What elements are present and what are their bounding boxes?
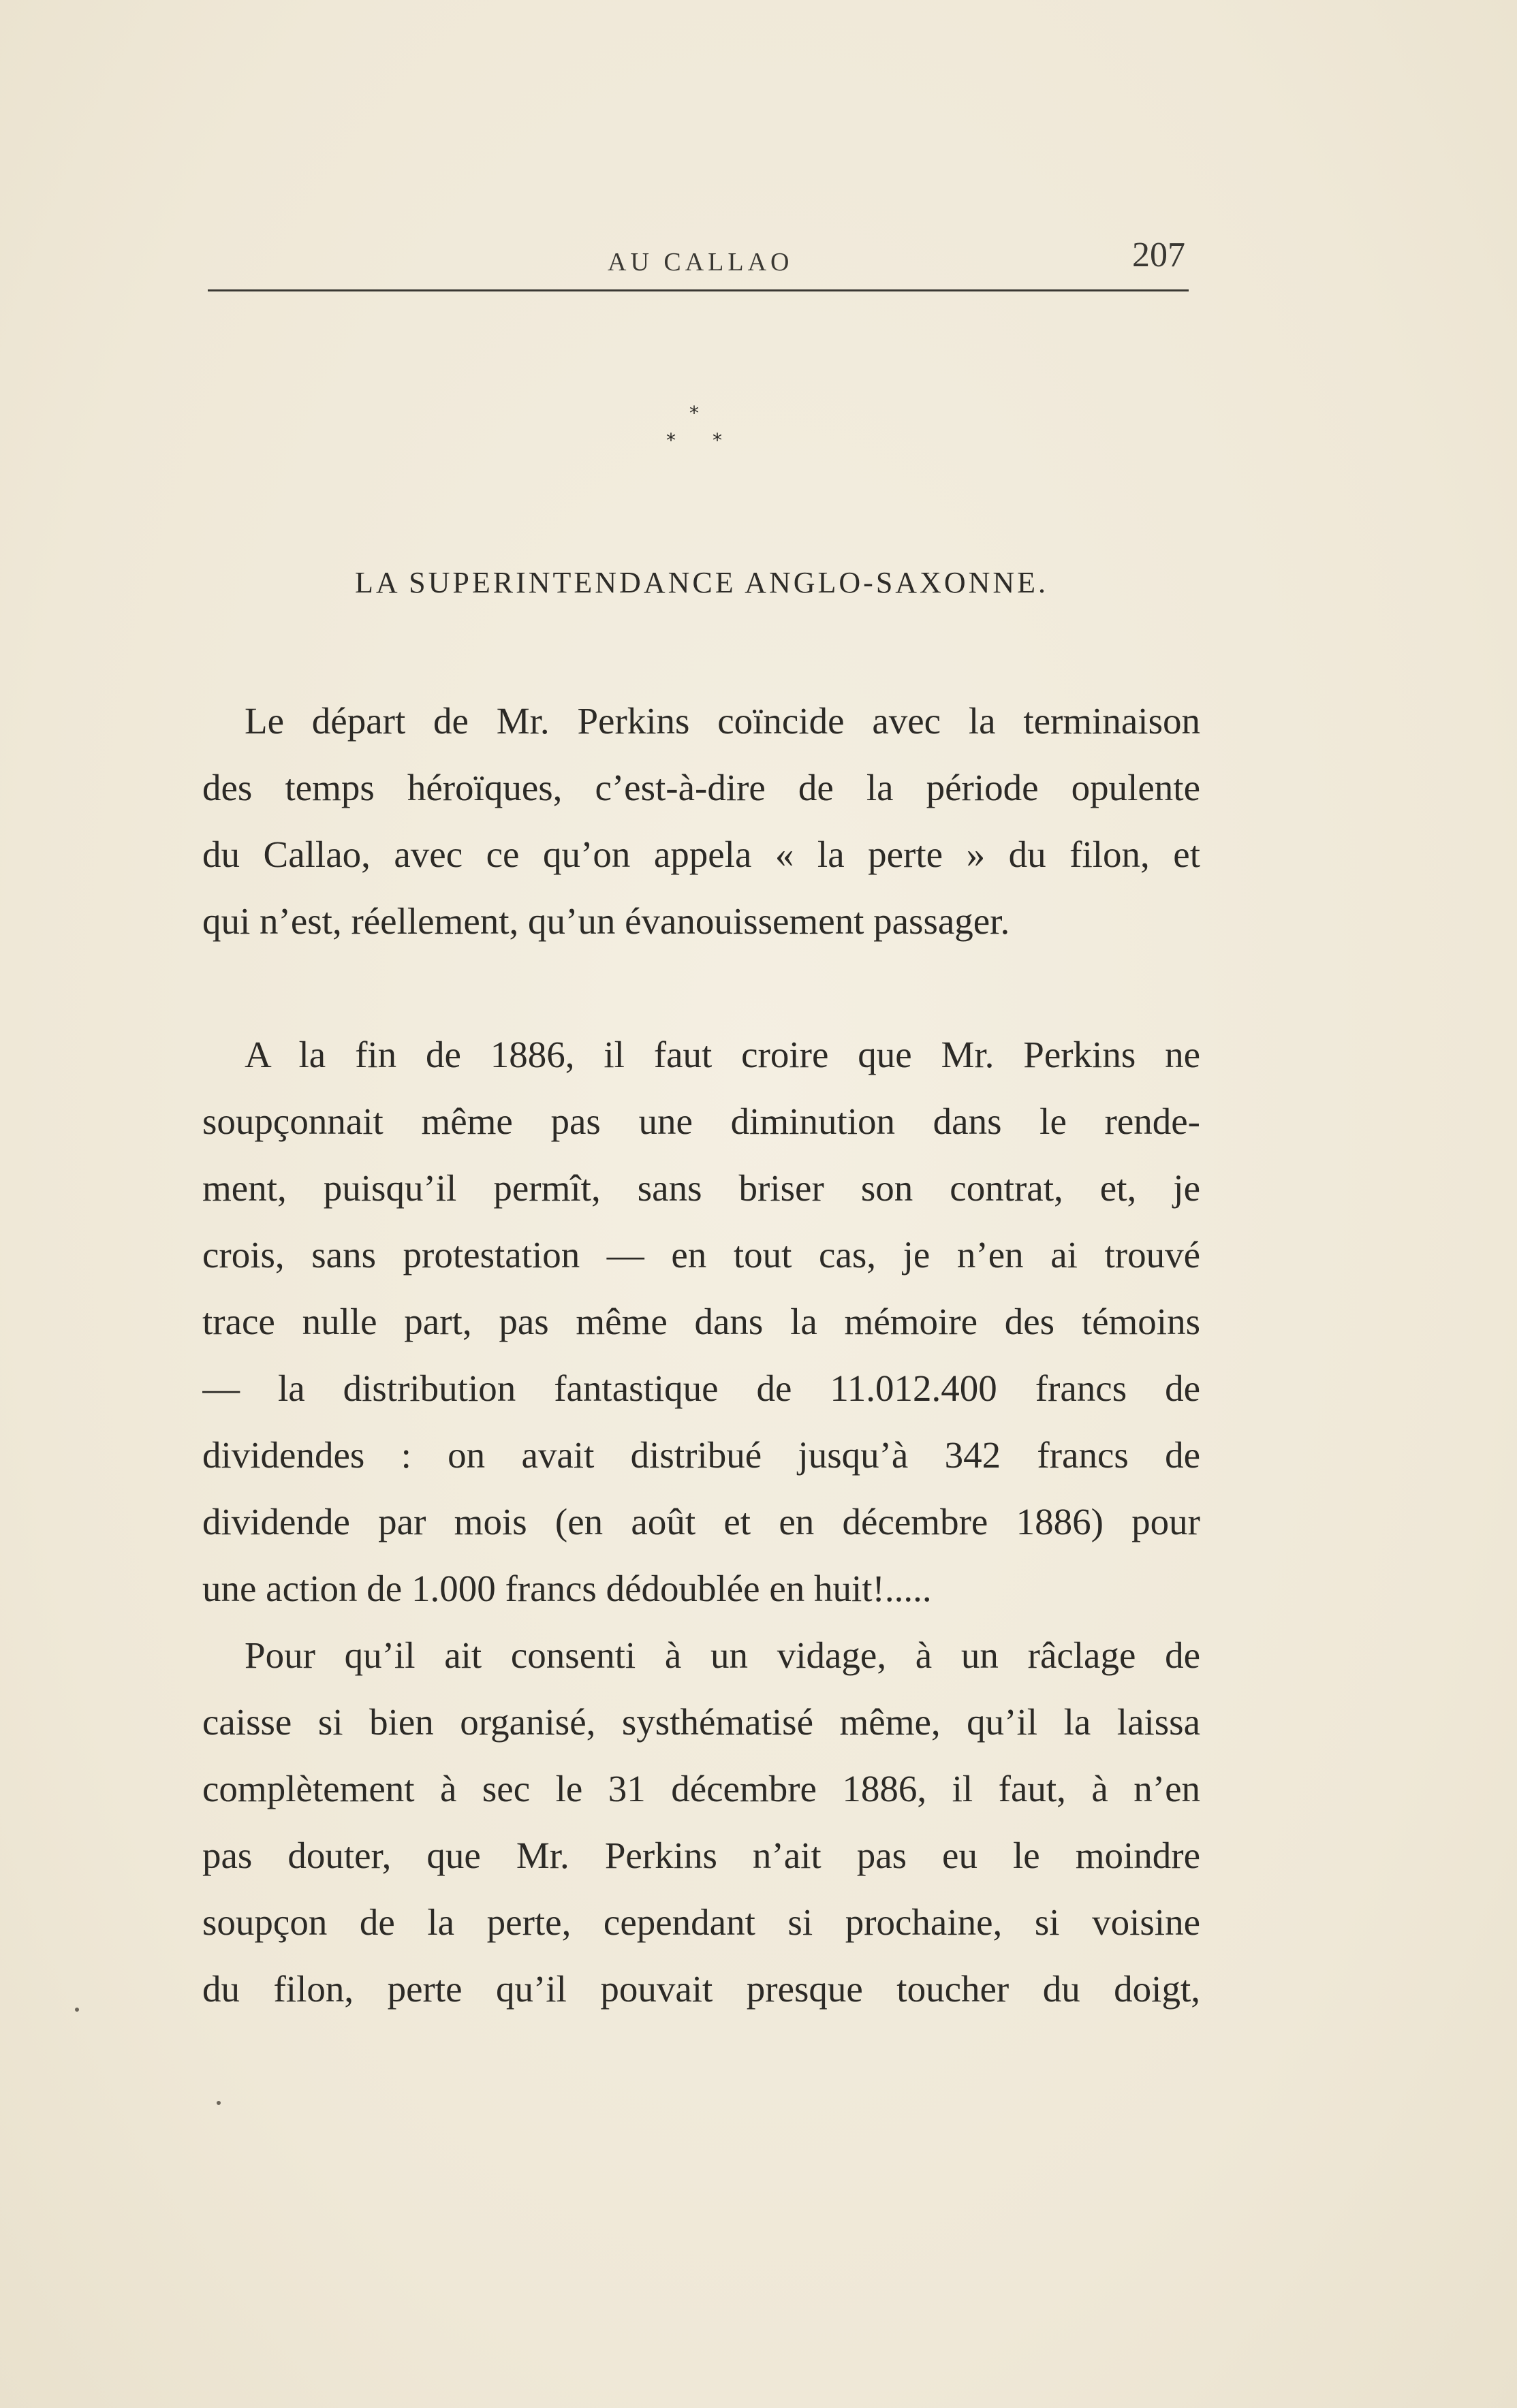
- asterism-star-left: *: [666, 429, 676, 452]
- text-line: A la fin de 1886, il faut croire que Mr. Perkins ne: [245, 1034, 1200, 1075]
- text-line: du Callao, avec ce qu’on appela « la perte » du filon, et: [202, 834, 1200, 875]
- asterism-star-top: *: [689, 402, 699, 424]
- paragraph-gap: [202, 955, 1200, 1021]
- header-rule: [208, 289, 1189, 291]
- text-line: dividendes : on avait distribué jusqu’à 342 francs de: [202, 1434, 1200, 1476]
- asterism: [654, 402, 736, 463]
- text-line: complètement à sec le 31 décembre 1886, il faut, à n’en: [202, 1768, 1200, 1809]
- text-line: pas douter, que Mr. Perkins n’ait pas eu le moindre: [202, 1835, 1200, 1876]
- text-line: qui n’est, réellement, qu’un évanouissement passager.: [202, 900, 1010, 942]
- text-line: soupçon de la perte, cependant si prochaine, si voisine: [202, 1901, 1200, 1943]
- text-line: Le départ de Mr. Perkins coïncide avec la terminaison: [245, 700, 1200, 742]
- body-text: [202, 688, 1200, 2023]
- paper-speck: [75, 2008, 79, 2012]
- page-number: 207: [1132, 236, 1185, 274]
- asterism-star-right: *: [713, 429, 722, 452]
- text-line: ment, puisqu’il permît, sans briser son contrat, et, je: [202, 1167, 1200, 1209]
- section-title: LA SUPERINTENDANCE ANGLO-SAXONNE.: [354, 566, 1049, 599]
- text-line: trace nulle part, pas même dans la mémoire des témoins: [202, 1301, 1200, 1342]
- text-line: des temps héroïques, c’est-à-dire de la période opulente: [202, 767, 1200, 808]
- text-line: — la distribution fantastique de 11.012.400 francs de: [202, 1367, 1200, 1409]
- text-line: dividende par mois (en août et en décembre 1886) pour: [202, 1501, 1200, 1542]
- text-line: du filon, perte qu’il pouvait presque toucher du doigt,: [202, 1968, 1200, 2010]
- text-line: crois, sans protestation — en tout cas, je n’en ai trouvé: [202, 1234, 1200, 1276]
- text-line: une action de 1.000 francs dédoublée en huit!.....: [202, 1568, 932, 1609]
- paper-speck: [217, 2101, 221, 2105]
- running-head: [204, 235, 1192, 289]
- running-title: AU CALLAO: [608, 248, 794, 276]
- text-line: soupçonnait même pas une diminution dans le rende-: [202, 1100, 1200, 1142]
- text-line: caisse si bien organisé, systhématisé même, qu’il la laissa: [202, 1701, 1200, 1743]
- text-line: Pour qu’il ait consenti à un vidage, à un râclage de: [245, 1634, 1200, 1676]
